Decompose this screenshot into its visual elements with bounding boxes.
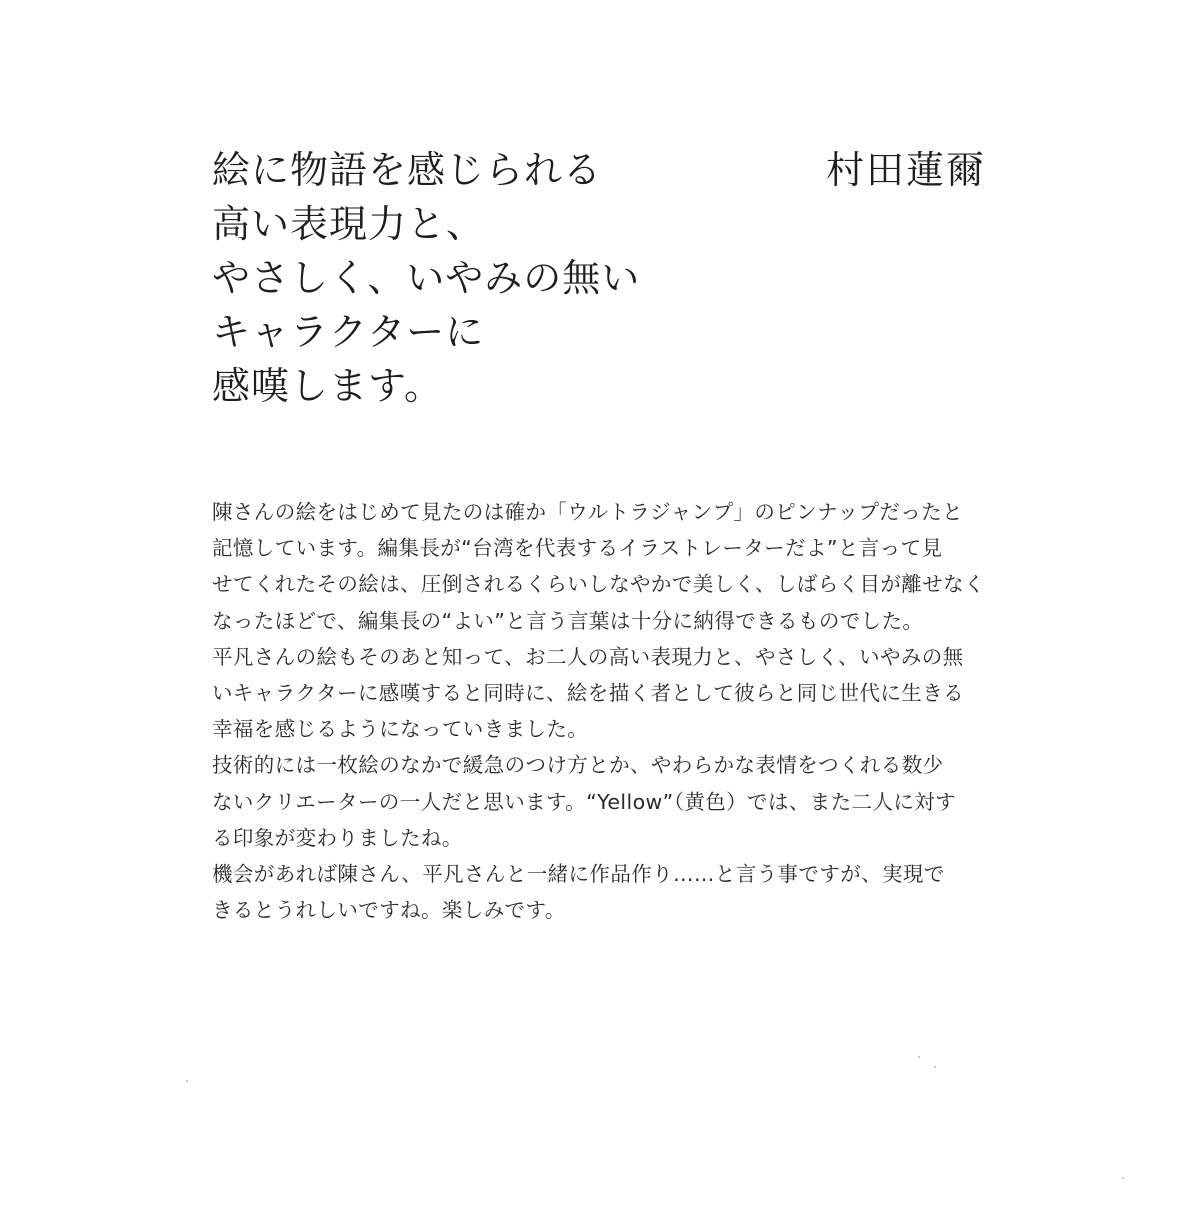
scan-speck [1122,1177,1124,1179]
scan-speck [918,1056,920,1058]
body-text [212,494,987,928]
headline-line: 絵に物語を感じられる [212,148,603,192]
body-line: せてくれたその絵は、圧倒されるくらいしなやかで美しく、しばらく目が離せなく [212,572,985,597]
body-line: きるとうれしいですね。楽しみです。 [212,898,566,923]
body-line: 平凡さんの絵もそのあと知って、お二人の高い表現力と、やさしく、いやみの無 [212,644,964,669]
body-line: 技術的には一枚絵のなかで緩急のつけ方とか、やわらかな表情をつくれる数少 [212,753,944,778]
body-line: いキャラクターに感嘆すると同時に、絵を描く者として彼らと同じ世代に生きる [212,681,964,706]
scan-speck [186,1080,188,1082]
body-line: 陳さんの絵をはじめて見たのは確か「ウルトラジャンプ」のピンナップだったと [212,500,963,524]
headline [212,143,772,413]
author-name: 村田蓮爾 [826,148,987,192]
body-line: なったほどで、編集長の“よい”と言う言葉は十分に納得できるものでした。 [212,608,924,633]
headline-line: 高い表現力と、 [212,202,486,246]
body-line: 記憶しています。編集長が“台湾を代表するイラストレーターだよ”と言って見 [212,536,943,561]
headline-line: キャラクターに [212,310,485,354]
body-line: 機会があれば陳さん、平凡さんと一緒に作品作り……と言う事ですが、実現で [212,862,945,887]
headline-line: 感嘆します。 [212,364,443,408]
body-line: 幸福を感じるようになっていきました。 [212,717,589,742]
scan-speck [934,1066,936,1068]
headline-line: やさしく、いやみの無い [212,256,641,300]
body-line: る印象が変わりましたね。 [212,825,463,850]
body-line: ないクリエーターの一人だと思います。“Yellow”（黄色）では、また二人に対す [212,789,957,814]
